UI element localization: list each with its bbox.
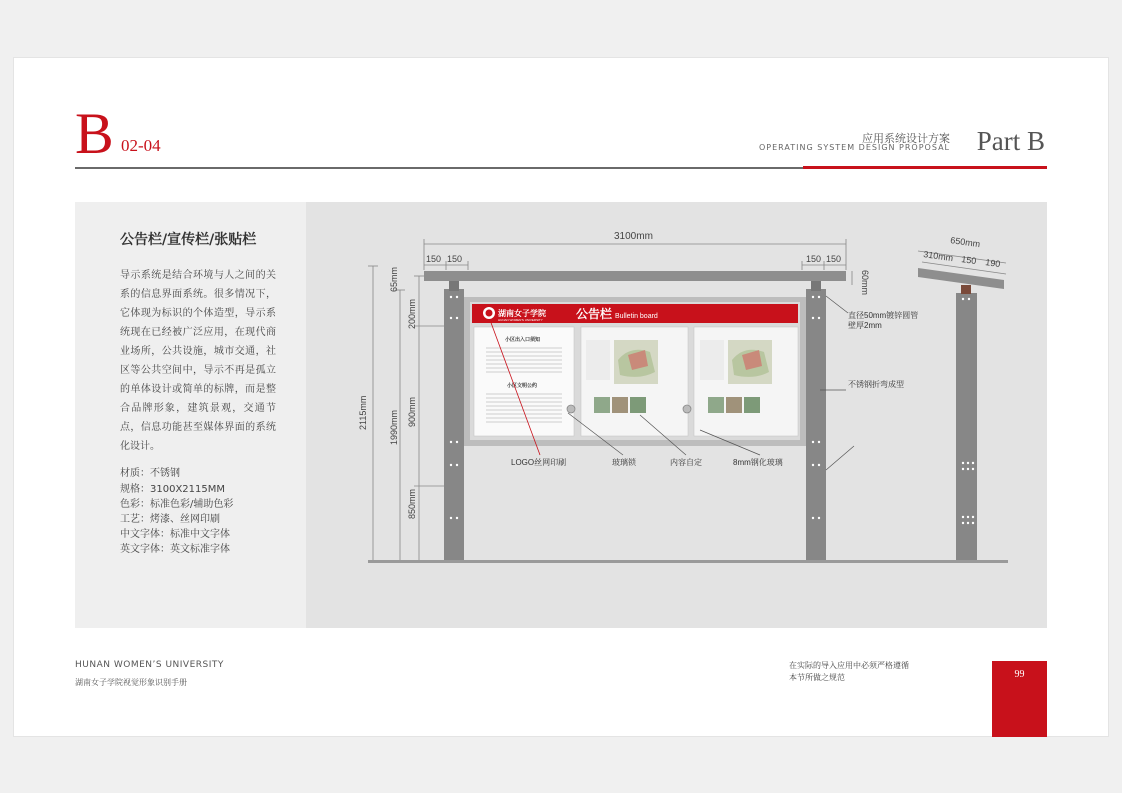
notice-title-2: 小区文明公约 [507,383,538,389]
section-code: 02-04 [121,136,161,155]
dim-side-190: 190 [984,257,1001,270]
left-post-cap [449,281,459,291]
callout-steel: 不锈钢折弯成型 [848,380,904,389]
dim-side-150: 150 [960,254,977,267]
panel-description: 导示系统是结合环境与人之间的关系的信息界面系统。很多情况下，它体现为标识的个体造型，导示系统现在已经被广泛应用，在现代商业场所，公共设施，城市交通，社区等公共空间中，导示不再是孤立的单体设计或简单的标牌，而是整合品牌形象，建筑景观，交通节点，信息功能甚至媒体界面的系统化设计。 [120,270,276,452]
board-title-en: Bulletin board [615,313,658,320]
part-label: Part B [976,126,1045,156]
page-number-box [992,661,1047,737]
dim-200: 200mm [407,298,417,329]
panel-title: 公告栏/宣传栏/张贴栏 [120,232,257,248]
spec-material: 材质：不锈钢 [120,468,180,479]
callout-wall: 壁厚2mm [848,321,882,330]
callout-tempered-glass: 8mm钢化玻璃 [733,458,783,467]
right-post [806,289,826,560]
dim-total-width: 3100mm [614,231,653,242]
notice-lines-1 [486,348,562,372]
footer-university-en: HUNAN WOMEN’S UNIVERSITY [75,660,224,670]
spec-process: 工艺：烤漆、丝网印刷 [120,514,220,525]
spec-color: 色彩：标准色彩/辅助色彩 [120,499,234,510]
dim-right-150b: 150 [826,254,842,264]
callout-pipe: 直径50mm镀锌圆管 [848,311,919,320]
board-university-name-en: HUNAN WOMEN'S UNIVERSITY [498,318,543,322]
glass-lock-icon [567,405,575,413]
dim-top-60: 60mm [860,270,870,296]
notice-title-1: 小区出入口须知 [505,337,541,343]
callout-logo-print: LOGO丝网印刷 [511,458,567,467]
glass-lock-icon-2 [683,405,691,413]
section-letter: B [75,101,114,166]
dim-side-650: 650mm [949,235,981,250]
dim-850: 850mm [407,488,417,519]
footer-note-line2: 本节所做之规范 [789,673,845,682]
dim-left-150b: 150 [447,254,463,264]
dim-900: 900mm [407,396,417,427]
callout-content: 内容自定 [670,458,702,467]
board-title-cn: 公告栏 [576,307,613,321]
spec-size: 规格：3100X2115MM [120,484,226,495]
right-post-cap [811,281,821,291]
spec-cn-font: 中文字体：标准中文字体 [120,529,230,540]
spec-en-font: 英文字体：英文标准字体 [120,544,230,555]
dim-side-310: 310mm [922,249,954,264]
dim-right-150a: 150 [806,254,822,264]
ground-line [368,560,1008,563]
callout-glass-lock: 玻璃锁 [612,458,636,467]
dim-left-150a: 150 [426,254,442,264]
footer-manual-cn: 湖南女子学院视觉形象识别手册 [75,678,187,687]
left-post [444,289,464,560]
university-logo-icon-inner [486,310,493,317]
side-view [918,268,1004,560]
dim-2115: 2115mm [358,395,368,430]
footer-note [789,660,909,684]
dim-1990: 1990mm [389,409,399,445]
dim-65: 65mm [389,266,399,292]
page-number: 99 [1014,669,1025,680]
header-title-cn: 应用系统设计方案 [862,132,950,145]
footer-note-line1: 在实际的导入应用中必须严格遵循 [789,661,909,670]
board-university-name: 湖南女子学院 [498,309,546,318]
top-beam [424,271,846,281]
header-title-en: OPERATING SYSTEM DESIGN PROPOSAL [759,143,950,152]
